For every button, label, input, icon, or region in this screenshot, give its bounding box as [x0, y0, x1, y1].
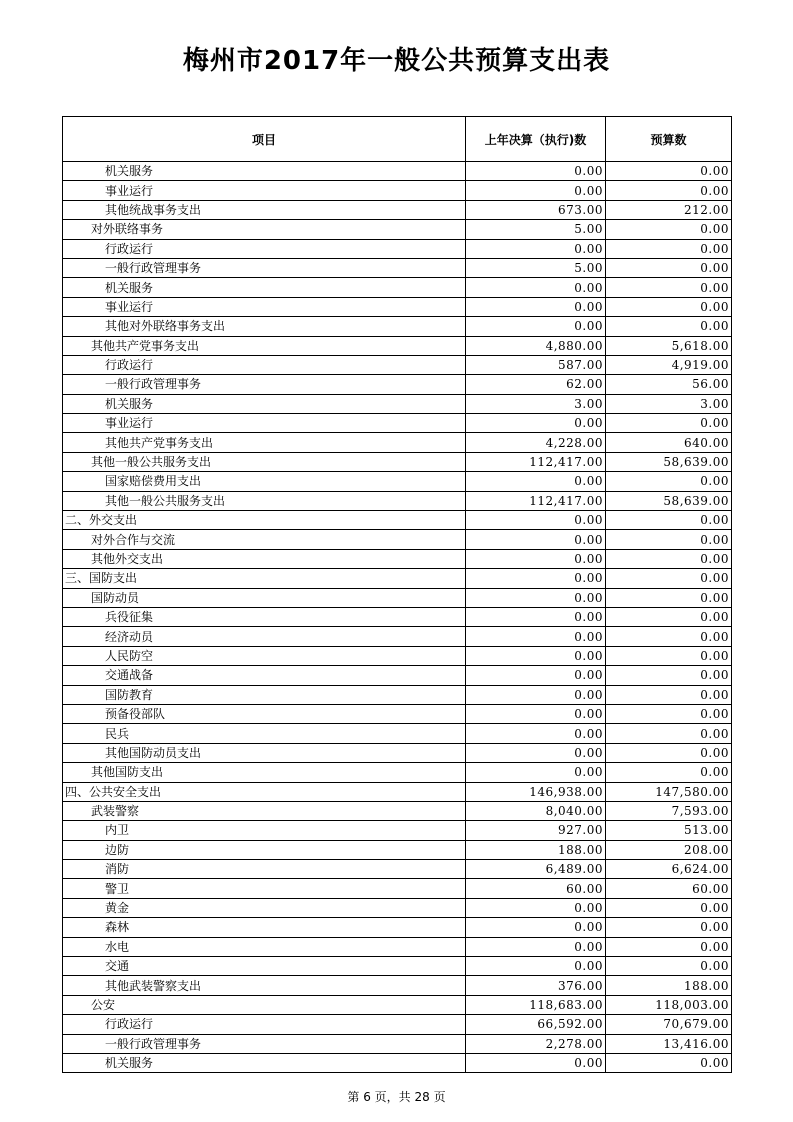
row-prev-value: 0.00	[466, 317, 606, 336]
row-prev-value: 0.00	[466, 181, 606, 200]
row-prev-value: 0.00	[466, 646, 606, 665]
column-header-budget: 预算数	[606, 117, 732, 162]
row-item-name: 警卫	[63, 879, 466, 898]
row-item-name: 武装警察	[63, 801, 466, 820]
row-prev-value: 0.00	[466, 627, 606, 646]
row-budget-value: 70,679.00	[606, 1015, 732, 1034]
row-budget-value: 0.00	[606, 472, 732, 491]
table-row	[63, 433, 732, 452]
table-row	[63, 258, 732, 277]
row-item-name: 其他统战事务支出	[63, 200, 466, 219]
row-prev-value: 66,592.00	[466, 1015, 606, 1034]
table-row	[63, 666, 732, 685]
row-prev-value: 0.00	[466, 607, 606, 626]
row-budget-value: 4,919.00	[606, 355, 732, 374]
row-prev-value: 118,683.00	[466, 995, 606, 1014]
row-item-name: 兵役征集	[63, 607, 466, 626]
table-row	[63, 549, 732, 568]
table-row	[63, 763, 732, 782]
row-item-name: 预备役部队	[63, 704, 466, 723]
table-row	[63, 491, 732, 510]
row-item-name: 其他共产党事务支出	[63, 336, 466, 355]
row-prev-value: 0.00	[466, 1053, 606, 1072]
row-item-name: 三、国防支出	[63, 569, 466, 588]
row-budget-value: 0.00	[606, 239, 732, 258]
row-budget-value: 0.00	[606, 278, 732, 297]
row-budget-value: 13,416.00	[606, 1034, 732, 1053]
row-budget-value: 0.00	[606, 957, 732, 976]
row-budget-value: 0.00	[606, 724, 732, 743]
row-item-name: 交通	[63, 957, 466, 976]
table-row	[63, 1015, 732, 1034]
row-item-name: 黄金	[63, 898, 466, 917]
row-budget-value: 640.00	[606, 433, 732, 452]
row-budget-value: 0.00	[606, 918, 732, 937]
row-prev-value: 2,278.00	[466, 1034, 606, 1053]
row-budget-value: 0.00	[606, 704, 732, 723]
row-prev-value: 4,880.00	[466, 336, 606, 355]
row-item-name: 二、外交支出	[63, 511, 466, 530]
row-item-name: 其他一般公共服务支出	[63, 452, 466, 471]
row-prev-value: 0.00	[466, 472, 606, 491]
row-item-name: 对外联络事务	[63, 220, 466, 239]
table-row	[63, 200, 732, 219]
table-row	[63, 511, 732, 530]
table-row	[63, 743, 732, 762]
row-item-name: 国防动员	[63, 588, 466, 607]
row-prev-value: 0.00	[466, 743, 606, 762]
row-item-name: 交通战备	[63, 666, 466, 685]
table-row	[63, 840, 732, 859]
row-item-name: 其他共产党事务支出	[63, 433, 466, 452]
row-prev-value: 6,489.00	[466, 860, 606, 879]
row-budget-value: 0.00	[606, 627, 732, 646]
row-budget-value: 208.00	[606, 840, 732, 859]
row-budget-value: 0.00	[606, 414, 732, 433]
row-item-name: 水电	[63, 937, 466, 956]
row-prev-value: 0.00	[466, 162, 606, 181]
row-item-name: 其他国防支出	[63, 763, 466, 782]
row-prev-value: 112,417.00	[466, 491, 606, 510]
table-row	[63, 898, 732, 917]
table-row	[63, 937, 732, 956]
row-item-name: 民兵	[63, 724, 466, 743]
row-budget-value: 0.00	[606, 220, 732, 239]
row-item-name: 对外合作与交流	[63, 530, 466, 549]
row-prev-value: 62.00	[466, 375, 606, 394]
row-item-name: 其他对外联络事务支出	[63, 317, 466, 336]
table-row	[63, 530, 732, 549]
row-prev-value: 4,228.00	[466, 433, 606, 452]
row-prev-value: 0.00	[466, 278, 606, 297]
page-title: 梅州市2017年一般公共预算支出表	[182, 46, 611, 76]
page-footer: 第 6 页，共 28 页	[347, 1090, 446, 1104]
row-prev-value: 5.00	[466, 258, 606, 277]
row-budget-value: 0.00	[606, 549, 732, 568]
row-prev-value: 376.00	[466, 976, 606, 995]
table-row	[63, 414, 732, 433]
row-prev-value: 5.00	[466, 220, 606, 239]
row-budget-value: 188.00	[606, 976, 732, 995]
row-budget-value: 0.00	[606, 511, 732, 530]
row-budget-value: 118,003.00	[606, 995, 732, 1014]
row-prev-value: 8,040.00	[466, 801, 606, 820]
table-row	[63, 782, 732, 801]
table-row	[63, 472, 732, 491]
table-row	[63, 162, 732, 181]
table-row	[63, 278, 732, 297]
row-budget-value: 0.00	[606, 162, 732, 181]
row-budget-value: 0.00	[606, 763, 732, 782]
row-prev-value: 0.00	[466, 918, 606, 937]
row-budget-value: 147,580.00	[606, 782, 732, 801]
table-row	[63, 685, 732, 704]
row-prev-value: 0.00	[466, 957, 606, 976]
row-budget-value: 6,624.00	[606, 860, 732, 879]
row-budget-value: 0.00	[606, 530, 732, 549]
table-row	[63, 239, 732, 258]
row-item-name: 机关服务	[63, 1053, 466, 1072]
row-prev-value: 0.00	[466, 530, 606, 549]
row-prev-value: 146,938.00	[466, 782, 606, 801]
row-budget-value: 7,593.00	[606, 801, 732, 820]
row-item-name: 行政运行	[63, 355, 466, 374]
table-row	[63, 860, 732, 879]
row-item-name: 国防教育	[63, 685, 466, 704]
row-budget-value: 513.00	[606, 821, 732, 840]
row-item-name: 一般行政管理事务	[63, 375, 466, 394]
row-item-name: 内卫	[63, 821, 466, 840]
row-prev-value: 0.00	[466, 685, 606, 704]
table-row	[63, 375, 732, 394]
table-row	[63, 918, 732, 937]
row-item-name: 行政运行	[63, 239, 466, 258]
table-row	[63, 452, 732, 471]
row-item-name: 一般行政管理事务	[63, 258, 466, 277]
table-header-row	[63, 117, 732, 162]
row-item-name: 森林	[63, 918, 466, 937]
row-budget-value: 0.00	[606, 743, 732, 762]
column-header-prev: 上年决算（执行)数	[466, 117, 606, 162]
row-budget-value: 58,639.00	[606, 452, 732, 471]
row-item-name: 边防	[63, 840, 466, 859]
row-budget-value: 0.00	[606, 1053, 732, 1072]
row-budget-value: 0.00	[606, 666, 732, 685]
row-budget-value: 0.00	[606, 588, 732, 607]
row-prev-value: 0.00	[466, 724, 606, 743]
row-prev-value: 587.00	[466, 355, 606, 374]
row-budget-value: 0.00	[606, 646, 732, 665]
table-row	[63, 181, 732, 200]
row-item-name: 其他一般公共服务支出	[63, 491, 466, 510]
table-row	[63, 976, 732, 995]
row-prev-value: 0.00	[466, 297, 606, 316]
table-row	[63, 297, 732, 316]
row-item-name: 其他外交支出	[63, 549, 466, 568]
table-row	[63, 355, 732, 374]
row-item-name: 机关服务	[63, 278, 466, 297]
row-item-name: 经济动员	[63, 627, 466, 646]
row-item-name: 人民防空	[63, 646, 466, 665]
budget-table	[62, 116, 732, 1073]
row-prev-value: 0.00	[466, 549, 606, 568]
row-prev-value: 0.00	[466, 239, 606, 258]
row-budget-value: 5,618.00	[606, 336, 732, 355]
row-prev-value: 0.00	[466, 937, 606, 956]
row-prev-value: 673.00	[466, 200, 606, 219]
table-row	[63, 646, 732, 665]
row-item-name: 机关服务	[63, 394, 466, 413]
table-row	[63, 220, 732, 239]
row-item-name: 国家赔偿费用支出	[63, 472, 466, 491]
row-item-name: 事业运行	[63, 181, 466, 200]
table-row	[63, 317, 732, 336]
row-budget-value: 60.00	[606, 879, 732, 898]
row-budget-value: 0.00	[606, 898, 732, 917]
row-prev-value: 0.00	[466, 414, 606, 433]
row-item-name: 其他武装警察支出	[63, 976, 466, 995]
row-prev-value: 0.00	[466, 763, 606, 782]
row-budget-value: 212.00	[606, 200, 732, 219]
row-item-name: 一般行政管理事务	[63, 1034, 466, 1053]
row-item-name: 消防	[63, 860, 466, 879]
row-budget-value: 0.00	[606, 569, 732, 588]
column-header-item: 项目	[63, 117, 466, 162]
table-row	[63, 588, 732, 607]
table-row	[63, 1034, 732, 1053]
row-budget-value: 0.00	[606, 685, 732, 704]
row-budget-value: 0.00	[606, 297, 732, 316]
row-item-name: 公安	[63, 995, 466, 1014]
row-budget-value: 56.00	[606, 375, 732, 394]
row-item-name: 事业运行	[63, 297, 466, 316]
row-prev-value: 0.00	[466, 666, 606, 685]
table-row	[63, 569, 732, 588]
table-row	[63, 627, 732, 646]
row-prev-value: 0.00	[466, 588, 606, 607]
table-row	[63, 394, 732, 413]
table-row	[63, 336, 732, 355]
row-budget-value: 58,639.00	[606, 491, 732, 510]
table-row	[63, 607, 732, 626]
row-budget-value: 0.00	[606, 317, 732, 336]
row-budget-value: 0.00	[606, 937, 732, 956]
table-row	[63, 995, 732, 1014]
row-budget-value: 0.00	[606, 258, 732, 277]
table-row	[63, 704, 732, 723]
row-item-name: 事业运行	[63, 414, 466, 433]
row-item-name: 其他国防动员支出	[63, 743, 466, 762]
table-body	[63, 162, 732, 1073]
row-item-name: 四、公共安全支出	[63, 782, 466, 801]
row-budget-value: 0.00	[606, 607, 732, 626]
row-prev-value: 112,417.00	[466, 452, 606, 471]
row-prev-value: 0.00	[466, 704, 606, 723]
row-prev-value: 0.00	[466, 569, 606, 588]
row-item-name: 行政运行	[63, 1015, 466, 1034]
row-prev-value: 60.00	[466, 879, 606, 898]
table-row	[63, 957, 732, 976]
table-row	[63, 801, 732, 820]
row-prev-value: 3.00	[466, 394, 606, 413]
row-prev-value: 0.00	[466, 511, 606, 530]
row-prev-value: 927.00	[466, 821, 606, 840]
row-prev-value: 0.00	[466, 898, 606, 917]
row-prev-value: 188.00	[466, 840, 606, 859]
row-budget-value: 3.00	[606, 394, 732, 413]
table-row	[63, 724, 732, 743]
table-row	[63, 821, 732, 840]
row-budget-value: 0.00	[606, 181, 732, 200]
row-item-name: 机关服务	[63, 162, 466, 181]
table-row	[63, 1053, 732, 1072]
table-row	[63, 879, 732, 898]
